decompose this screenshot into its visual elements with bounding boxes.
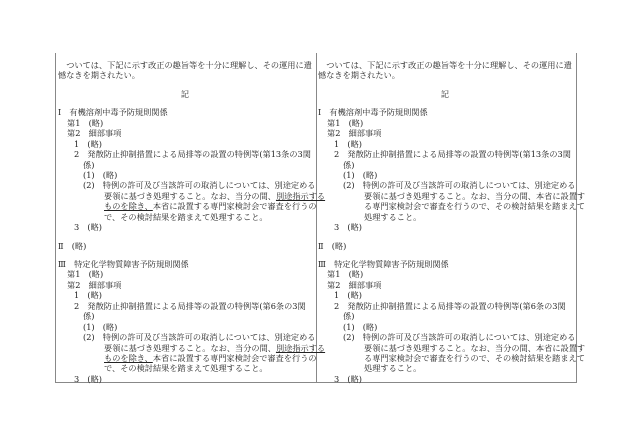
line-text: 2 発散防止抑制措置による局排等の設置の特例等(第13条の3関 [74, 149, 311, 160]
text-line [318, 212, 572, 222]
line-text: 要領に基づき処理すること。なお、当分の間、本省に設置す [364, 190, 586, 201]
line-text: Ⅲ 特定化学物質障害予防規則関係 [58, 259, 189, 269]
blank-line [318, 233, 572, 241]
text-line [318, 363, 572, 373]
line-text: 第1 (略) [327, 117, 364, 128]
line-text: Ⅱ (略) [318, 240, 347, 251]
text-line [318, 311, 572, 321]
blank-line [58, 251, 312, 259]
line-text: 要領に基づき処理すること。なお、当分の間、 [104, 190, 276, 201]
text-line [58, 118, 312, 128]
text-line [58, 269, 312, 279]
revised-text-column [56, 53, 326, 384]
text-line [318, 322, 572, 332]
text-line [58, 160, 312, 170]
section-mark [318, 89, 572, 99]
line-text: 3 (略) [74, 373, 102, 384]
text-line [58, 241, 312, 251]
line-text: ついては、下記に示す改正の趣旨等を十分に理解し、その運用に遺 [58, 60, 312, 70]
text-line [318, 139, 572, 149]
comparison-table [55, 53, 586, 384]
text-line [318, 222, 572, 232]
text-line [318, 201, 585, 212]
text-line [318, 149, 572, 159]
line-text: 1 (略) [74, 290, 102, 301]
text-line [58, 222, 312, 232]
text-line [318, 332, 576, 343]
text-line [318, 241, 572, 251]
column-lines [318, 60, 586, 384]
blank-line [58, 81, 312, 89]
text-line [58, 190, 326, 201]
line-text: 本省に設置する専門家検討会で審査を行うの [152, 201, 317, 212]
text-line [58, 342, 326, 353]
line-text: 第2 細部事項 [327, 128, 382, 139]
line-text: 要領に基づき処理すること。なお、当分の間、 [104, 342, 276, 353]
line-text: 記 [440, 88, 450, 99]
text-line [318, 301, 572, 311]
text-line [58, 280, 312, 290]
blank-line [58, 99, 312, 107]
line-text: Ⅰ 有機溶剤中毒予防規則関係 [58, 107, 168, 118]
text-line [58, 60, 312, 70]
underlined-amendment: ものを除き、 [104, 201, 153, 212]
text-line [318, 259, 572, 269]
text-line [58, 352, 317, 363]
line-text: (1) (略) [343, 169, 378, 180]
line-text: 第2 細部事項 [327, 279, 382, 290]
line-text: 1 (略) [74, 138, 102, 149]
current-text-column [316, 53, 586, 384]
text-line [58, 212, 312, 222]
line-text: 第2 細部事項 [67, 279, 122, 290]
line-text: (2) 特例の許可及び当該許可の取消しについては、別途定める [83, 332, 316, 343]
text-line [318, 342, 586, 353]
underlined-amendment: ものを除き、 [104, 352, 153, 363]
blank-line [318, 99, 572, 107]
text-line [318, 290, 572, 300]
underlined-amendment: 別途指示する [275, 190, 326, 201]
text-line [318, 60, 572, 70]
text-line [58, 363, 312, 373]
line-text: 憾なきを期されたい。 [58, 70, 140, 81]
line-text: 3 (略) [334, 222, 362, 233]
text-line [58, 70, 312, 80]
text-line [58, 170, 312, 180]
line-text: 憾なきを期されたい。 [318, 70, 400, 81]
text-line [58, 201, 317, 212]
line-text: Ⅱ (略) [58, 240, 87, 251]
line-text: (2) 特例の許可及び当該許可の取消しについては、別途定める [83, 180, 316, 191]
text-line [58, 301, 312, 311]
blank-line [58, 233, 312, 241]
line-text: (2) 特例の許可及び当該許可の取消しについては、別途定める [343, 180, 576, 191]
line-text: 係) [83, 311, 95, 322]
line-text: (2) 特例の許可及び当該許可の取消しについては、別途定める [343, 332, 576, 343]
line-text: 1 (略) [334, 138, 362, 149]
column-lines [58, 60, 326, 384]
text-line [318, 107, 572, 117]
text-line [318, 170, 572, 180]
line-text: (1) (略) [343, 321, 378, 332]
line-text: 1 (略) [334, 290, 362, 301]
line-text: る専門家検討会で審査を行うので、その検討結果を踏まえて [364, 352, 585, 363]
underlined-amendment: 別途指示する [275, 342, 326, 353]
text-line [318, 374, 572, 384]
text-line [58, 149, 312, 159]
line-text: 第2 細部事項 [67, 128, 122, 139]
text-line [58, 374, 312, 384]
text-line [58, 322, 312, 332]
text-line [58, 259, 312, 269]
blank-line [318, 251, 572, 259]
line-text: 処理すること。 [364, 211, 422, 222]
line-text: 3 (略) [74, 222, 102, 233]
line-text: 係) [343, 159, 355, 170]
line-text: 係) [83, 159, 95, 170]
line-text: Ⅲ 特定化学物質障害予防規則関係 [318, 259, 449, 269]
text-line [318, 128, 572, 138]
blank-line [318, 81, 572, 89]
line-text: Ⅰ 有機溶剤中毒予防規則関係 [318, 107, 428, 118]
text-line [58, 180, 316, 191]
text-line [318, 70, 572, 80]
text-line [58, 128, 312, 138]
line-text: 処理すること。 [364, 363, 422, 374]
line-text: 2 発散防止抑制措置による局排等の設置の特例等(第13条の3関 [334, 149, 571, 160]
line-text: 第1 (略) [67, 269, 104, 280]
line-text: 2 発散防止抑制措置による局排等の設置の特例等(第6条の3関 [334, 300, 566, 311]
line-text: ついては、下記に示す改正の趣旨等を十分に理解し、その運用に遺 [318, 60, 572, 70]
line-text: 第1 (略) [67, 117, 104, 128]
text-line [58, 139, 312, 149]
text-line [318, 118, 572, 128]
line-text: 本省に設置する専門家検討会で審査を行うの [152, 352, 317, 363]
line-text: る専門家検討会で審査を行うので、その検討結果を踏まえて [364, 201, 585, 212]
line-text: 係) [343, 311, 355, 322]
text-line [58, 311, 312, 321]
line-text: 3 (略) [334, 373, 362, 384]
text-line [58, 332, 316, 343]
line-text: (1) (略) [83, 321, 118, 332]
line-text: 第1 (略) [327, 269, 364, 280]
line-text: 記 [180, 88, 190, 99]
text-line [318, 160, 572, 170]
text-line [318, 352, 585, 363]
section-mark [58, 89, 312, 99]
text-line [58, 107, 312, 117]
text-line [318, 280, 572, 290]
line-text: (1) (略) [83, 169, 118, 180]
line-text: で、その検討結果を踏まえて処理すること。 [104, 211, 268, 222]
text-line [318, 269, 572, 279]
text-line [58, 290, 312, 300]
line-text: 要領に基づき処理すること。なお、当分の間、本省に設置す [364, 342, 586, 353]
text-line [318, 180, 576, 191]
line-text: 2 発散防止抑制措置による局排等の設置の特例等(第6条の3関 [74, 300, 306, 311]
text-line [318, 190, 586, 201]
line-text: で、その検討結果を踏まえて処理すること。 [104, 363, 268, 374]
